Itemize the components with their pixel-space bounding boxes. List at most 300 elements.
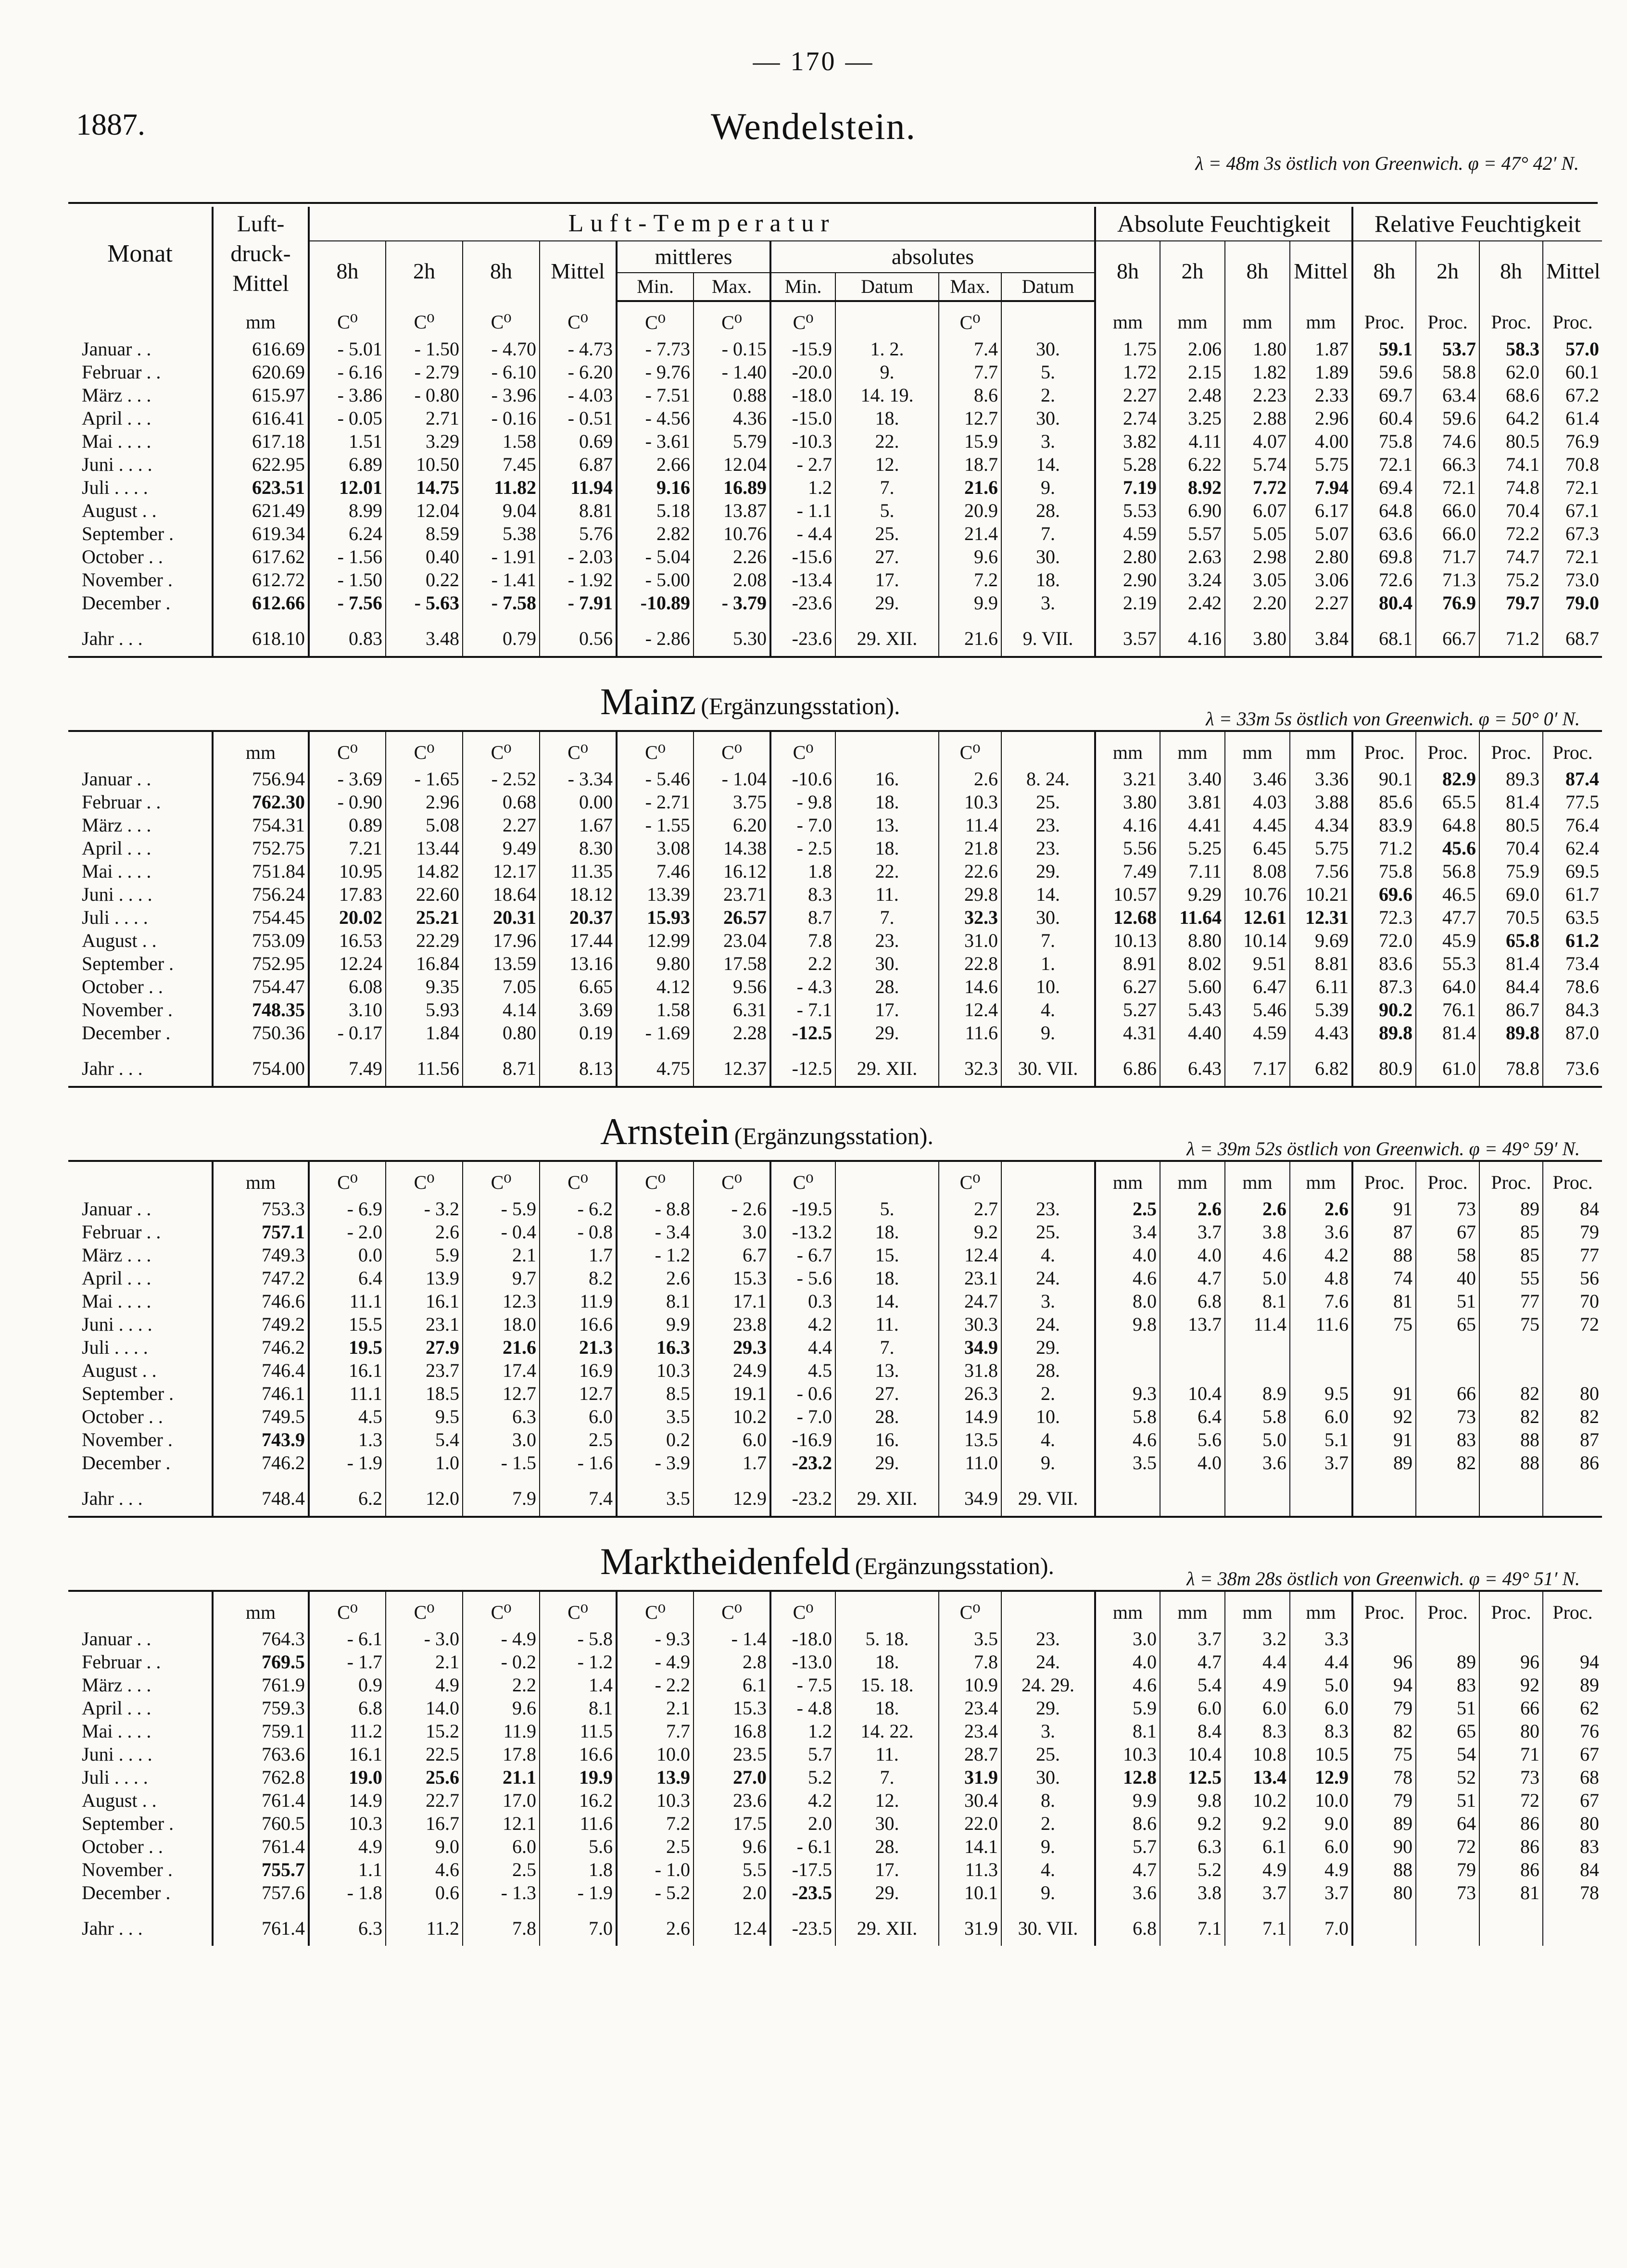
table-cell: 23.7	[386, 1359, 463, 1382]
table-cell: 3.81	[1160, 791, 1225, 814]
table-cell: 3.80	[1225, 615, 1290, 657]
month-label: Jahr . . .	[82, 628, 143, 649]
table-cell: 764.3	[213, 1627, 309, 1651]
table-cell: 12.7	[463, 1382, 540, 1405]
table-cell	[213, 1221, 309, 1244]
table-cell: 72.1	[1543, 476, 1602, 499]
table-cell: 70.8	[1543, 453, 1602, 476]
table-cell: 4.0	[1095, 1651, 1160, 1674]
table-cell: 6.20	[694, 814, 770, 837]
table-cell	[213, 592, 309, 615]
table-cell: 23.1	[386, 1313, 463, 1336]
table-cell: 40	[1416, 1267, 1479, 1290]
table-cell: 3.24	[1160, 568, 1225, 592]
table-cell: -23.6	[770, 592, 835, 615]
table-row	[68, 1021, 1602, 1045]
table-cell: 81	[1352, 1290, 1416, 1313]
table-cell: 23.1	[939, 1267, 1001, 1290]
month-label: April . . .	[82, 1267, 151, 1289]
table-cell	[1225, 1336, 1290, 1359]
table-cell: 7.8	[463, 1904, 540, 1946]
table-cell: 1.3	[309, 1428, 386, 1451]
table-cell	[213, 476, 309, 499]
table-cell: 5.46	[1225, 998, 1290, 1021]
table-cell: 3.7	[1160, 1627, 1225, 1651]
unit-label	[835, 1161, 939, 1197]
table-cell: 9.9	[1095, 1789, 1160, 1812]
unit-label: mm	[1160, 1591, 1225, 1627]
table-cell: - 8.8	[617, 1197, 694, 1221]
unit-label: C⁰	[770, 1591, 835, 1627]
bold-value: 12.9	[1315, 1766, 1349, 1788]
table-cell: 753.09	[213, 929, 309, 952]
month-label: Juli . . . .	[82, 907, 148, 928]
table-cell: 5.53	[1095, 499, 1160, 522]
table-cell: 72.1	[1543, 545, 1602, 568]
table-cell: 5.05	[1225, 522, 1290, 545]
table-cell: 2.0	[694, 1881, 770, 1904]
month-label: März . . .	[82, 814, 151, 836]
table-cell: - 1.1	[770, 499, 835, 522]
table-row	[68, 1405, 1602, 1428]
table-cell: 3.8	[1160, 1881, 1225, 1904]
table-cell: - 0.4	[463, 1221, 540, 1244]
unit-label: mm	[1225, 1591, 1290, 1627]
table-cell	[1543, 768, 1602, 791]
table-cell: 6.87	[540, 453, 617, 476]
table-cell: 58	[1416, 1244, 1479, 1267]
bold-value: 7.72	[1253, 477, 1287, 498]
table-cell: 2.2	[770, 952, 835, 975]
table-cell: 23.	[1001, 814, 1095, 837]
month-label: April . . .	[82, 837, 151, 859]
table-cell: 29.	[835, 1021, 939, 1045]
table-cell: 23.	[1001, 1627, 1095, 1651]
bold-value: 27.9	[426, 1336, 459, 1358]
table-cell: 2.2	[463, 1674, 540, 1697]
unit-label: C⁰	[770, 301, 835, 338]
table-cell: 6.1	[694, 1674, 770, 1697]
table-cell: 2.66	[617, 453, 694, 476]
table-cell: 4.7	[1160, 1651, 1225, 1674]
unit-label: C⁰	[939, 1591, 1001, 1627]
table-cell: - 7.0	[770, 814, 835, 837]
table-cell: 61.0	[1416, 1045, 1479, 1087]
unit-label: C⁰	[617, 1161, 694, 1197]
table-cell: -10.6	[770, 768, 835, 791]
table-cell: 5.2	[1160, 1858, 1225, 1881]
table-cell: - 1.56	[309, 545, 386, 568]
table-cell: 750.36	[213, 1021, 309, 1045]
table-cell: 10.1	[939, 1881, 1001, 1904]
table-cell: 751.84	[213, 860, 309, 883]
table-cell: 80.5	[1479, 814, 1543, 837]
table-cell: 2.71	[386, 407, 463, 430]
table-row	[68, 1382, 1602, 1405]
table-cell: 71.2	[1352, 837, 1416, 860]
table-cell: 752.75	[213, 837, 309, 860]
table-cell: 86	[1479, 1812, 1543, 1835]
table-cell: 6.07	[1225, 499, 1290, 522]
table-cell: 22.7	[386, 1789, 463, 1812]
table-cell: 30. VII.	[1001, 1045, 1095, 1087]
bold-value: 29.3	[733, 1336, 767, 1358]
table-cell: 74.7	[1479, 545, 1543, 568]
table-cell	[1225, 1197, 1290, 1221]
table-cell: 3.0	[694, 1221, 770, 1244]
month-label: Jahr . . .	[82, 1917, 143, 1939]
table-cell: 80	[1543, 1812, 1602, 1835]
top-rule	[68, 202, 1598, 204]
table-cell: 7.49	[1095, 860, 1160, 883]
month-label: Juni . . . .	[82, 1743, 152, 1765]
table-cell	[386, 476, 463, 499]
table-cell: 22.	[835, 860, 939, 883]
table-cell: 66	[1479, 1697, 1543, 1720]
table-cell: 73.6	[1543, 1045, 1602, 1087]
table-cell: 6.1	[1225, 1835, 1290, 1858]
table-cell	[1479, 929, 1543, 952]
table-row	[68, 1743, 1602, 1766]
table-row	[68, 499, 1602, 522]
header-absolutes-min: Min.	[770, 273, 835, 301]
unit-label: Proc.	[1352, 1161, 1416, 1197]
table-cell	[1543, 1627, 1602, 1651]
table-cell: 23.	[835, 929, 939, 952]
table-cell: 8.1	[1225, 1290, 1290, 1313]
table-cell: 8.80	[1160, 929, 1225, 952]
table-cell: - 6.10	[463, 361, 540, 384]
table-row	[68, 545, 1602, 568]
table-cell: 51	[1416, 1290, 1479, 1313]
month-label: November .	[82, 1859, 173, 1880]
month-label: Februar . .	[82, 1221, 161, 1243]
table-cell: 2.6	[617, 1904, 694, 1946]
table-cell: 7.21	[309, 837, 386, 860]
table-cell: - 3.69	[309, 768, 386, 791]
table-cell: 1.8	[770, 860, 835, 883]
table-cell: 81	[1479, 1881, 1543, 1904]
table-cell: 8.1	[540, 1697, 617, 1720]
table-cell: 18.12	[540, 883, 617, 906]
table-cell: - 7.1	[770, 998, 835, 1021]
table-cell: 86.7	[1479, 998, 1543, 1021]
table-row	[68, 338, 1602, 361]
table-row	[68, 952, 1602, 975]
table-cell	[309, 476, 386, 499]
table-cell: 615.97	[213, 384, 309, 407]
table-cell: 5.56	[1095, 837, 1160, 860]
table-cell: 82	[1543, 1405, 1602, 1428]
table-cell: 16.1	[386, 1290, 463, 1313]
unit-label: mm	[1095, 301, 1160, 338]
table-cell: - 7.0	[770, 1405, 835, 1428]
table-cell: 8.71	[463, 1045, 540, 1087]
table-cell: 22.	[835, 430, 939, 453]
table-row	[68, 768, 1602, 791]
table-cell: - 2.79	[386, 361, 463, 384]
table-cell: 92	[1352, 1405, 1416, 1428]
table-cell: 4.6	[1095, 1674, 1160, 1697]
table-cell: 3.06	[1290, 568, 1352, 592]
table-row	[68, 522, 1602, 545]
table-cell: 749.2	[213, 1313, 309, 1336]
table-cell: 2.19	[1095, 592, 1160, 615]
header-relative-feuchtigkeit: Relative Feuchtigkeit	[1352, 207, 1602, 241]
month-label: Juli . . . .	[82, 1336, 148, 1358]
table-cell: 71.3	[1416, 568, 1479, 592]
table-cell: - 5.04	[617, 545, 694, 568]
table-cell: 0.69	[540, 430, 617, 453]
table-cell	[1479, 1627, 1543, 1651]
unit-label: Proc.	[1352, 301, 1416, 338]
table-cell: 1.2	[770, 476, 835, 499]
climate-table	[68, 207, 1602, 1946]
table-cell: 15.3	[694, 1267, 770, 1290]
table-cell: 16.2	[540, 1789, 617, 1812]
table-cell: 4.5	[309, 1405, 386, 1428]
table-cell: - 2.6	[694, 1197, 770, 1221]
table-cell: - 2.52	[463, 768, 540, 791]
table-cell: 4.16	[1160, 615, 1225, 657]
table-cell	[694, 1336, 770, 1359]
table-cell: 68.6	[1479, 384, 1543, 407]
table-cell: 8.1	[617, 1290, 694, 1313]
table-cell: 7.4	[939, 338, 1001, 361]
table-cell: 4.2	[1290, 1244, 1352, 1267]
bold-value: 90.2	[1379, 999, 1413, 1021]
table-cell: 85	[1479, 1221, 1543, 1244]
month-label: Januar . .	[82, 338, 151, 360]
table-cell: 4.6	[1095, 1428, 1160, 1451]
table-cell: 68	[1543, 1766, 1602, 1789]
unit-label: C⁰	[694, 1161, 770, 1197]
table-cell: 6.0	[1290, 1835, 1352, 1858]
table-cell: 4.5	[770, 1359, 835, 1382]
table-cell: 13.59	[463, 952, 540, 975]
unit-label: C⁰	[386, 301, 463, 338]
table-cell: -18.0	[770, 1627, 835, 1651]
table-cell: 0.40	[386, 545, 463, 568]
table-cell: 84.3	[1543, 998, 1602, 1021]
month-label: April . . .	[82, 407, 151, 429]
station-coordinates: λ = 33m 5s östlich von Greenwich. φ = 50° 0′ N.	[1206, 708, 1580, 730]
table-cell: 6.65	[540, 975, 617, 998]
table-row	[68, 814, 1602, 837]
table-cell: 9.56	[694, 975, 770, 998]
table-cell: 56	[1543, 1267, 1602, 1290]
bold-value: 2.6	[1198, 1198, 1222, 1220]
unit-label: C⁰	[386, 1161, 463, 1197]
table-cell: 746.4	[213, 1359, 309, 1382]
table-cell: 29.	[1001, 1697, 1095, 1720]
table-cell: 84	[1543, 1858, 1602, 1881]
table-cell	[1352, 592, 1416, 615]
table-cell: 10.0	[617, 1743, 694, 1766]
table-cell: - 0.80	[386, 384, 463, 407]
table-cell: 6.0	[1290, 1697, 1352, 1720]
bold-value: 2.6	[1324, 1198, 1349, 1220]
table-cell: 28.	[835, 975, 939, 998]
table-cell: 2.0	[770, 1812, 835, 1835]
table-cell	[694, 476, 770, 499]
table-cell: - 1.5	[463, 1451, 540, 1474]
table-cell: 80	[1352, 1881, 1416, 1904]
bold-value: 11.94	[570, 477, 613, 498]
table-cell: 18.5	[386, 1382, 463, 1405]
table-cell: 10.76	[694, 522, 770, 545]
table-cell: 65.5	[1416, 791, 1479, 814]
month-label: September .	[82, 1383, 174, 1404]
table-cell: 30.4	[939, 1789, 1001, 1812]
table-cell: 59.6	[1352, 361, 1416, 384]
table-row	[68, 430, 1602, 453]
table-cell: - 4.9	[617, 1651, 694, 1674]
table-cell: 30.	[1001, 1766, 1095, 1789]
table-cell: 83.6	[1352, 952, 1416, 975]
table-cell: -15.0	[770, 407, 835, 430]
table-cell	[1416, 1336, 1479, 1359]
table-cell: 14.	[1001, 453, 1095, 476]
table-cell: 0.22	[386, 568, 463, 592]
table-cell: 12.7	[540, 1382, 617, 1405]
table-cell	[1416, 768, 1479, 791]
table-cell: 4.40	[1160, 1021, 1225, 1045]
table-row	[68, 1835, 1602, 1858]
unit-label: C⁰	[694, 301, 770, 338]
table-cell: 71	[1479, 1743, 1543, 1766]
table-cell: 6.86	[1095, 1045, 1160, 1087]
table-cell: -10.3	[770, 430, 835, 453]
bold-value: 2.5	[1133, 1198, 1157, 1220]
table-row	[68, 568, 1602, 592]
unit-label: mm	[1160, 731, 1225, 768]
table-cell: - 3.96	[463, 384, 540, 407]
table-cell: 3.84	[1290, 615, 1352, 657]
table-cell: 7.	[835, 906, 939, 929]
table-cell: 14.9	[939, 1405, 1001, 1428]
month-label: März . . .	[82, 1674, 151, 1696]
table-cell: 78	[1352, 1766, 1416, 1789]
table-cell: 5.76	[540, 522, 617, 545]
table-cell: 74.8	[1479, 476, 1543, 499]
table-cell: 753.3	[213, 1197, 309, 1221]
table-cell: 18.	[835, 1221, 939, 1244]
table-cell: 66.0	[1416, 522, 1479, 545]
table-cell	[463, 1766, 540, 1789]
table-cell: 74.6	[1416, 430, 1479, 453]
unit-label: mm	[1095, 731, 1160, 768]
table-row	[68, 1789, 1602, 1812]
table-cell: 91	[1352, 1428, 1416, 1451]
table-cell: 6.82	[1290, 1045, 1352, 1087]
table-cell: 2.	[1001, 384, 1095, 407]
table-cell: 30.	[1001, 338, 1095, 361]
table-cell: 23.04	[694, 929, 770, 952]
header-rel-8h-evening: 8h	[1479, 241, 1543, 301]
table-cell: 2.5	[463, 1858, 540, 1881]
table-cell: 31.9	[939, 1904, 1001, 1946]
table-row	[68, 975, 1602, 998]
table-cell: 63.5	[1543, 906, 1602, 929]
table-cell: 7.7	[617, 1720, 694, 1743]
table-cell: 12.	[835, 453, 939, 476]
table-cell: 82	[1416, 1451, 1479, 1474]
table-cell: 79	[1352, 1789, 1416, 1812]
table-cell: 11.6	[939, 1021, 1001, 1045]
table-cell: 7.4	[540, 1474, 617, 1517]
table-cell: 16.9	[540, 1359, 617, 1382]
table-cell	[1352, 1904, 1416, 1946]
table-cell: 7.2	[939, 568, 1001, 592]
table-cell: 11.	[835, 1313, 939, 1336]
table-cell: 761.4	[213, 1789, 309, 1812]
table-cell: 12.04	[694, 453, 770, 476]
table-cell: - 2.2	[617, 1674, 694, 1697]
station-coordinates: λ = 38m 28s östlich von Greenwich. φ = 49° 51′ N.	[1186, 1568, 1580, 1589]
table-cell: 29.	[835, 1451, 939, 1474]
bold-value: - 7.91	[568, 592, 613, 614]
table-cell: - 3.0	[386, 1627, 463, 1651]
bold-value: 89.8	[1506, 1022, 1540, 1044]
bold-value: 15.93	[647, 907, 690, 928]
table-cell: 75	[1352, 1743, 1416, 1766]
bold-value: -12.5	[792, 1022, 832, 1044]
units-spacer	[68, 1161, 213, 1197]
unit-label: Proc.	[1543, 731, 1602, 768]
table-cell: 3.0	[1095, 1627, 1160, 1651]
table-cell: 6.0	[463, 1835, 540, 1858]
table-cell: 78.8	[1479, 1045, 1543, 1087]
table-cell: 760.5	[213, 1812, 309, 1835]
table-cell: - 5.9	[463, 1197, 540, 1221]
bold-value: 45.6	[1442, 837, 1476, 859]
bold-value: 65.8	[1506, 930, 1540, 951]
table-cell: 64.8	[1416, 814, 1479, 837]
table-cell: 756.24	[213, 883, 309, 906]
table-cell: 5.7	[770, 1743, 835, 1766]
table-cell: 15.5	[309, 1313, 386, 1336]
table-cell: - 5.46	[617, 768, 694, 791]
table-cell: 73	[1416, 1881, 1479, 1904]
table-cell: -19.5	[770, 1197, 835, 1221]
table-cell	[939, 476, 1001, 499]
table-cell: - 1.0	[617, 1858, 694, 1881]
unit-label: Proc.	[1352, 1591, 1416, 1627]
table-cell: 6.17	[1290, 499, 1352, 522]
table-cell: 7.17	[1225, 1045, 1290, 1087]
table-cell: 6.31	[694, 998, 770, 1021]
table-cell: 56.8	[1416, 860, 1479, 883]
table-cell: 4.6	[1225, 1244, 1290, 1267]
table-cell: 46.5	[1416, 883, 1479, 906]
header-abs-2h: 2h	[1160, 241, 1225, 301]
unit-label: C⁰	[463, 731, 540, 768]
unit-label	[835, 731, 939, 768]
table-cell: 4.0	[1160, 1244, 1225, 1267]
table-cell: 3.5	[617, 1405, 694, 1428]
unit-label: C⁰	[463, 1161, 540, 1197]
table-cell: 22.5	[386, 1743, 463, 1766]
table-cell	[939, 1336, 1001, 1359]
table-cell	[694, 592, 770, 615]
table-cell: 16.	[835, 1428, 939, 1451]
table-cell	[1543, 1904, 1602, 1946]
table-cell: 77.5	[1543, 791, 1602, 814]
table-cell: 75.2	[1479, 568, 1543, 592]
table-cell: 77	[1479, 1290, 1543, 1313]
table-cell: 18.	[835, 837, 939, 860]
